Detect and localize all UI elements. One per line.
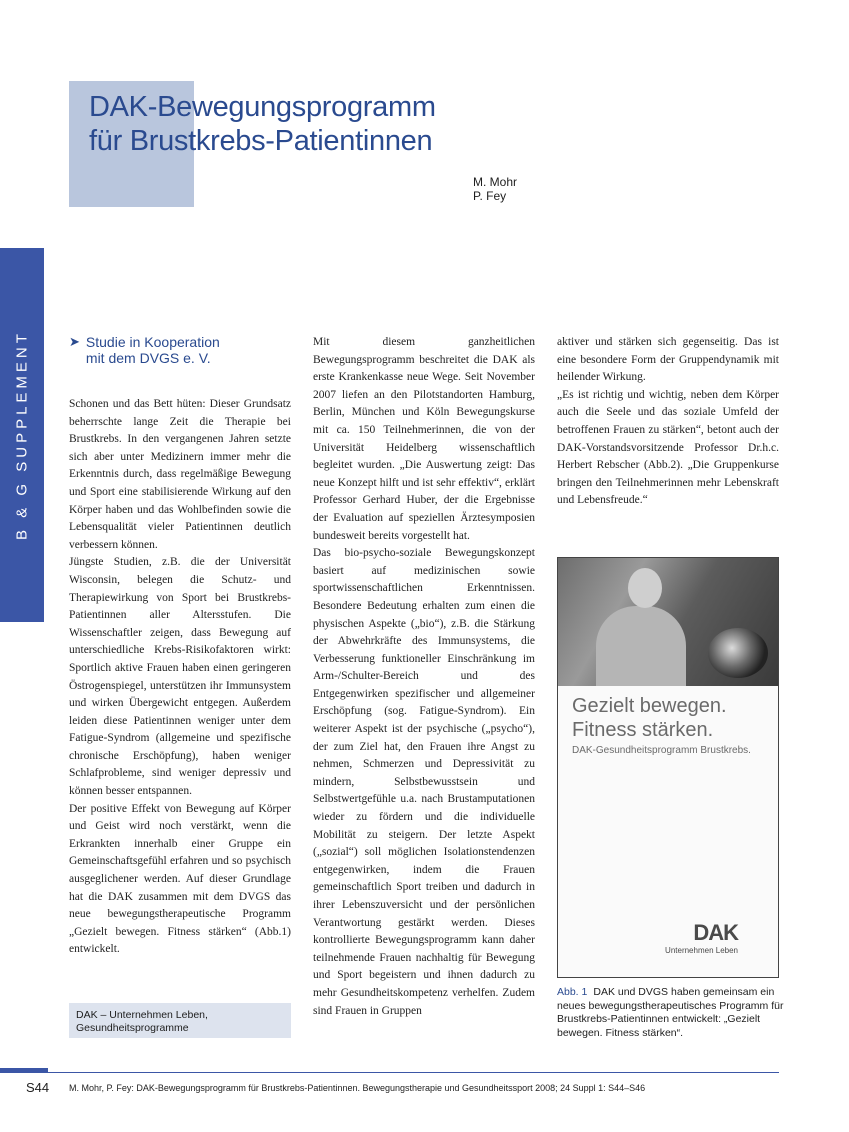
paragraph: Der positive Effekt von Bewegung auf Körper und Geist wird noch verstärkt, wenn die Erkrankten innerhalb einer Gruppe ein Gemeinschaftsgefühl erfahren und so psychisch ausgeglichener werden. Auf dieser Grundlage hat die DAK zusammen mit dem DVGS das neue bewegungstherapeutische Programm „Gezielt bewegen. Fitness stärken“ (Abb.1) entwickelt.: [69, 802, 291, 956]
title-line-2: für Brustkrebs-Patientinnen: [89, 125, 433, 157]
paragraph: Mit diesem ganzheitlichen Bewegungsprogramm beschreitet die DAK als erste Krankenkasse neue Wege. Seit November 2007 liefen an den Pilotstandorten Hamburg, Berlin, München und Köln Bewegungskurse mit ca. 150 Teilnehmerinnen, die von der Universität Heidelberg wissenschaftlich begleitet wurden. „Die Auswertung zeigt: Das neue Konzept hilft und ist sehr effektiv“, erklärt Professor Gerhard Huber, der die Ergebnisse der Evaluation auf speziellen Ärztesymposien bundesweit bereits vorgestellt hat.: [313, 336, 535, 542]
woman-head-icon: [628, 568, 662, 608]
figure-headline: [572, 694, 727, 742]
figure-headline-1: Gezielt bewegen.: [572, 695, 727, 717]
figure-1: [557, 557, 779, 978]
paragraph: Jüngste Studien, z.B. die der Universität Wisconsin, belegen die Schutz- und Therapiewirkung von Sport bei Brustkrebs-Patientinnen aller Altersstufen. Die Wissenschaftler zeigen, dass Bewegung auf unterschiedliche Krebs-Risikofaktoren wirkt: Sportlich aktive Frauen haben einen geringeren Östrogenspiegel, unterstützen ihr Immunsystem und wirken Übergewicht entgegen. Außerdem leiden diese Patientinnen weniger unter dem Fatigue-Syndrom (allgemeine und spezifische chronische Erschöpfung), haben weniger Schlafprobleme, sind weniger depressiv und können besser entspannen.: [69, 556, 291, 798]
paragraph: aktiver und stärken sich gegenseitig. Das ist eine besondere Form der Gruppendynamik mit heilender Wirkung.: [557, 336, 779, 384]
dak-logo: DAK: [693, 920, 738, 945]
figure-subline: DAK-Gesundheitsprogramm Brustkrebs.: [572, 745, 751, 756]
info-box: [69, 1003, 291, 1038]
side-tab-label: B & G SUPPLEMENT: [13, 330, 31, 540]
section-heading-line-1: Studie in Kooperation: [85, 334, 220, 350]
figure-photo: [558, 558, 778, 686]
section-heading-line-2: mit dem DVGS e. V.: [85, 350, 211, 366]
figure-label: Abb. 1: [557, 986, 588, 998]
title-line-1: DAK-Bewegungsprogramm: [89, 91, 436, 123]
resistance-band-icon: [708, 628, 768, 678]
author-2: P. Fey: [473, 189, 507, 203]
dak-logo-tagline: Unternehmen Leben: [665, 946, 738, 955]
authors: [473, 175, 517, 203]
column-2: [313, 334, 535, 1020]
figure-headline-2: Fitness stärken.: [572, 719, 714, 741]
article-title: [89, 90, 609, 158]
paragraph: Schonen und das Bett hüten: Dieser Grundsatz beherrschte lange Zeit die Therapie bei Brustkrebs. In den vergangenen Jahren setzte sich aber unter Medizinern immer mehr die Erkenntnis durch, dass regelmäßige Bewegung und Sport eine stabilisierende Wirkung auf den Körper haben und das Wohlbefinden sowie die Lebensqualität vieler Patientinnen deutlich verbessern können.: [69, 398, 291, 551]
figure-caption: [557, 986, 787, 1040]
footer-rule: [0, 1072, 779, 1073]
paragraph: „Es ist richtig und wichtig, neben dem Körper auch die Seele und das soziale Umfeld der betroffenen Frauen zu stärken“, betont auch der DAK-Vorstandsvorsitzende Professor Dr.h.c. Herbert Rebscher (Abb.2). „Die Gruppenkurse bringen den Teilnehmerinnen mehr Lebenskraft und Lebensfreude.“: [557, 388, 779, 507]
caption-text: DAK und DVGS haben gemeinsam ein neues bewegungstherapeutisches Programm für Brustkrebs-Patientinnen entwickelt: „Gezielt bewegen. Fitness stärken“.: [557, 986, 784, 1039]
column-1: [69, 334, 291, 959]
citation: M. Mohr, P. Fey: DAK-Bewegungsprogramm für Brustkrebs-Patientinnen. Bewegungstherapie und Gesundheitssport 2008; 24 Suppl 1: S44–S46: [69, 1083, 646, 1093]
paragraph: Das bio-psycho-soziale Bewegungskonzept basiert auf medizinischen sowie sportwissenschaftlichen Erkenntnissen. Besondere Bedeutung erhalten zum einen die physischen Aspekte („bio“), z.B. die Stärkung der Abwehrkräfte des Immunsystems, die Verbesserung funktioneller Einschränkung im Arm-/Schulter-Bereich und des Entgegenwirken spezifischer und allgemeiner Erschöpfung (sog. Fatigue-Syndrom). Ein weiterer Aspekt ist der psychische („psycho“), der zum Ziel hat, den Frauen ihre Angst zu nehmen, Schmerzen und Depressivität zu mindern, Selbstbewusstsein und Selbstwertgefühle u.a. nach Brustamputationen wieder zu fördern und die individuelle Mobilität zu steigern. Der letzte Aspekt („sozial“) soll möglichen Isolationstendenzen entgegenwirken, indem die Frauen gemeinschaftlich Sport treiben und dadurch in ihrer Lebenszuversicht und der persönlichen Verantwortung gestärkt werden. Dieses kontrollierte Bewegungsprogramm kann daher teilnehmende Frauen nachhaltig für Bewegung und Sport begeistern und ihnen dadurch zu mehr Gesundheitskompetenz verhelfen. Zudem sind Frauen in Gruppen: [313, 547, 535, 1017]
page-number: S44: [26, 1080, 50, 1095]
column-3: [557, 334, 779, 510]
info-box-line-1: DAK – Unternehmen Leben,: [76, 1009, 208, 1021]
info-box-line-2: Gesundheitsprogramme: [76, 1022, 189, 1034]
section-heading: [69, 334, 291, 366]
author-1: M. Mohr: [473, 175, 518, 189]
woman-figure-icon: [596, 606, 686, 686]
arrow-icon: ➤: [69, 334, 80, 349]
